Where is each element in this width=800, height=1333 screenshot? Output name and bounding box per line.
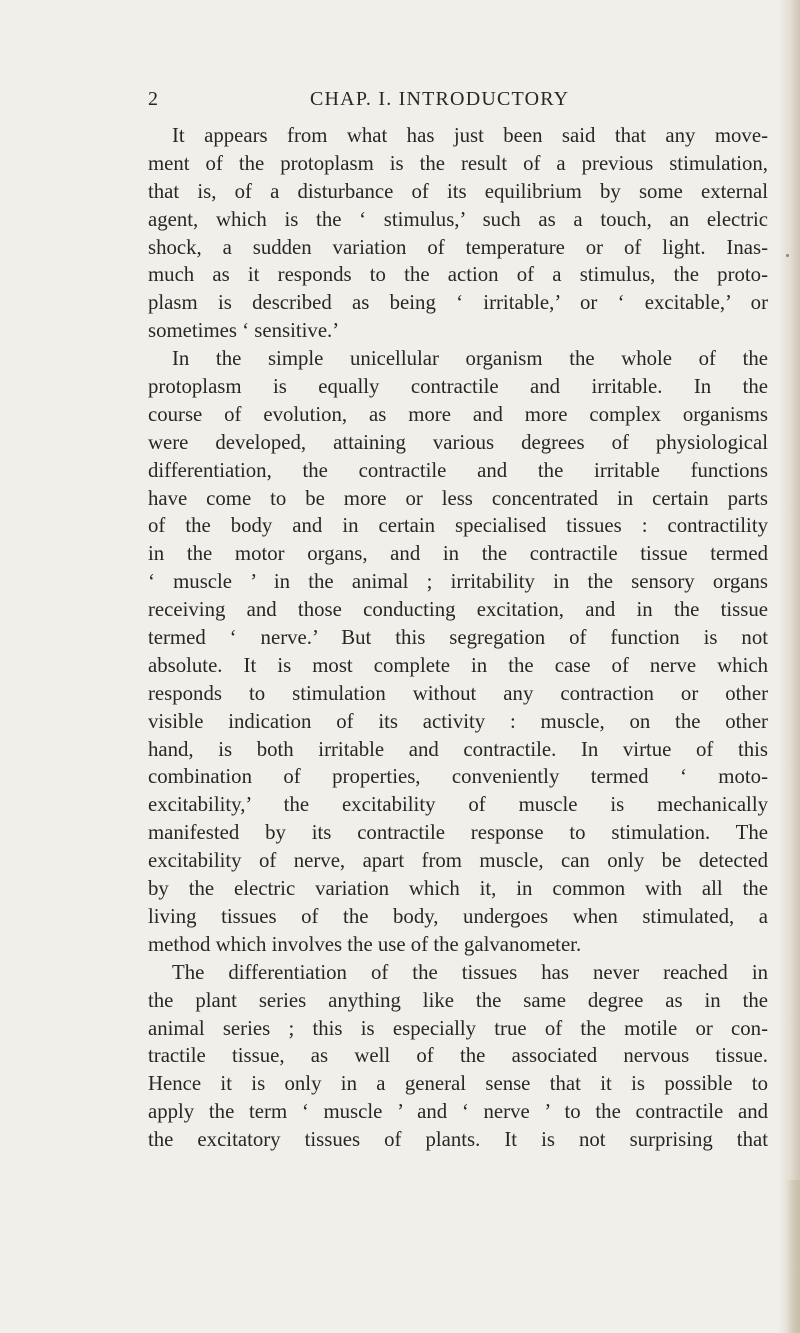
page-number: 2 (148, 88, 159, 110)
text-line: in the motor organs, and in the contractile tissue termed (148, 542, 768, 566)
text-line: excitability,’ the excitability of muscle is mechanically (148, 793, 768, 817)
text-line: agent, which is the ‘ stimulus,’ such as a touch, an electric (148, 207, 768, 231)
text-line: combination of properties, conveniently termed ‘ moto- (148, 765, 768, 789)
text-line: excitability of nerve, apart from muscle, can only be detected (148, 849, 768, 873)
text-line: the excitatory tissues of plants. It is not surprising that (148, 1128, 768, 1152)
text-line: course of evolution, as more and more complex organisms (148, 402, 768, 426)
text-line: much as it responds to the action of a stimulus, the proto- (148, 263, 768, 287)
text-line: apply the term ‘ muscle ’ and ‘ nerve ’ to the contractile and (148, 1100, 768, 1124)
text-line: The differentiation of the tissues has never reached in (172, 960, 768, 984)
text-line: receiving and those conducting excitation, and in the tissue (148, 598, 768, 622)
text-line: that is, of a disturbance of its equilibrium by some external (148, 179, 768, 203)
text-line: have come to be more or less concentrated in certain parts (148, 486, 768, 510)
ink-speck (786, 254, 789, 257)
text-line: plasm is described as being ‘ irritable,’ or ‘ excitable,’ or (148, 291, 768, 315)
text-line: differentiation, the contractile and the irritable functions (148, 458, 768, 482)
text-line: animal series ; this is especially true of the motile or con- (148, 1016, 768, 1040)
text-line: It appears from what has just been said that any move- (172, 124, 768, 147)
text-line: Hence it is only in a general sense that it is possible to (148, 1072, 768, 1096)
text-line: termed ‘ nerve.’ But this segregation of function is not (148, 626, 768, 650)
text-line: protoplasm is equally contractile and irritable. In the (148, 375, 768, 399)
body-text (148, 122, 768, 1154)
text-line: In the simple unicellular organism the whole of the (172, 347, 768, 371)
page-edge-shadow (778, 0, 800, 1333)
text-line: hand, is both irritable and contractile. In virtue of this (148, 737, 768, 761)
text-line: were developed, attaining various degrees of physiological (148, 430, 768, 454)
text-line: responds to stimulation without any contraction or other (148, 681, 768, 705)
text-line: ment of the protoplasm is the result of a previous stimulation, (148, 151, 768, 175)
text-line: tractile tissue, as well of the associated nervous tissue. (148, 1044, 768, 1068)
page-edge-stain (786, 1180, 800, 1333)
text-line: manifested by its contractile response to stimulation. The (148, 821, 768, 845)
text-line: of the body and in certain specialised tissues : contractility (148, 514, 768, 538)
running-head (148, 88, 780, 118)
text-line: visible indication of its activity : muscle, on the other (148, 709, 768, 733)
text-line: living tissues of the body, undergoes when stimulated, a (148, 904, 768, 928)
chapter-title: CHAP. I. INTRODUCTORY (310, 88, 570, 110)
text-line: sometimes ‘ sensitive.’ (148, 319, 340, 343)
text-line: method which involves the use of the galvanometer. (148, 932, 582, 956)
text-line: by the electric variation which it, in common with all the (148, 877, 768, 901)
text-line: ‘ muscle ’ in the animal ; irritability in the sensory organs (148, 570, 768, 594)
text-line: shock, a sudden variation of temperature or of light. Inas- (148, 235, 768, 259)
text-line: the plant series anything like the same degree as in the (148, 988, 768, 1012)
text-line: absolute. It is most complete in the case of nerve which (148, 653, 768, 677)
